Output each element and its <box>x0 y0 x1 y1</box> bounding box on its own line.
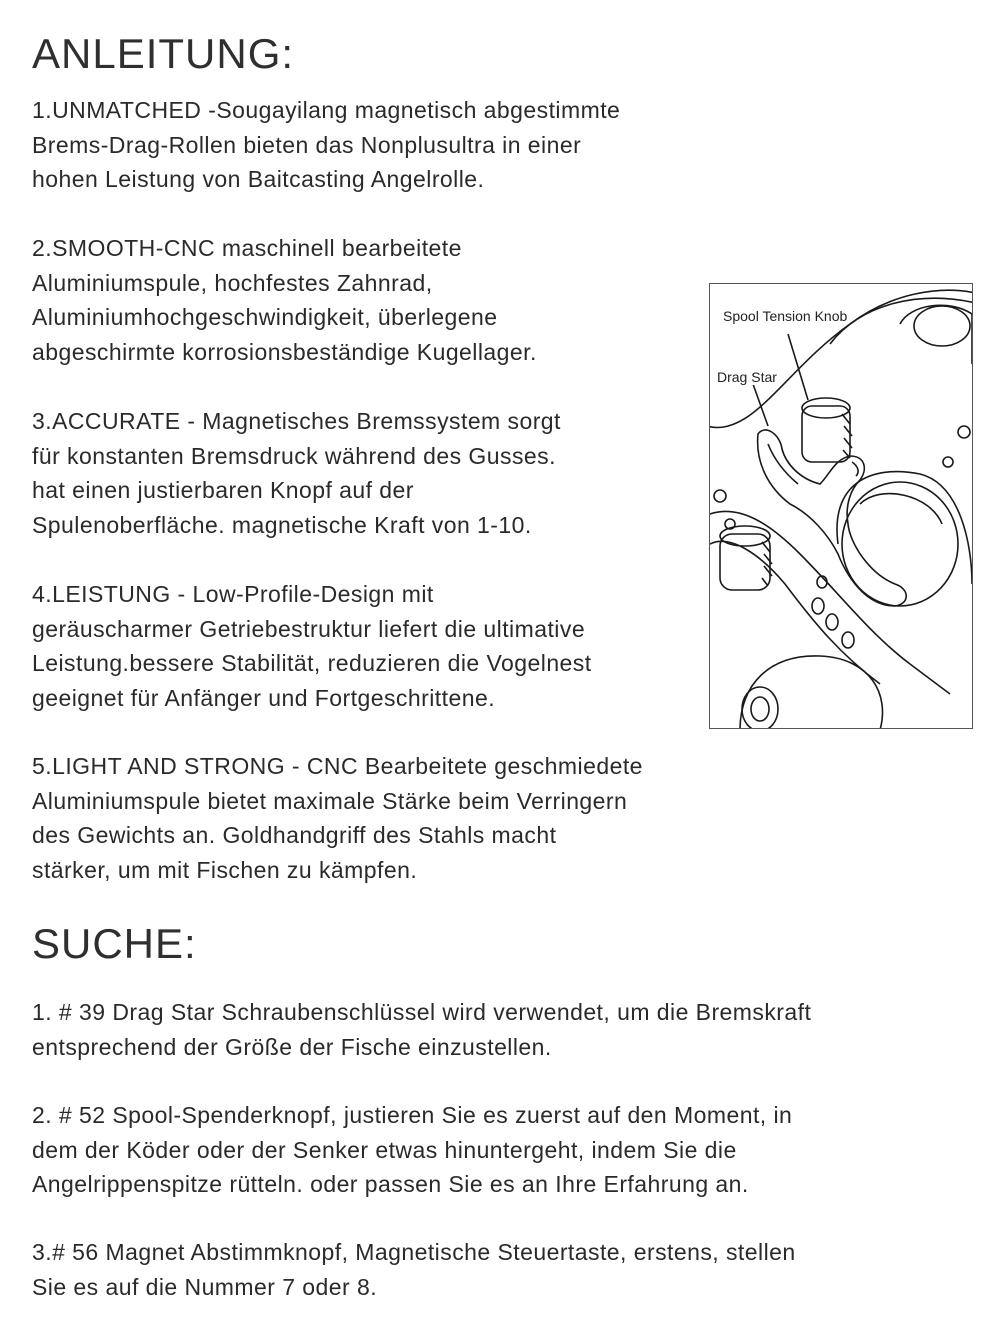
suche-item-3 <box>32 1235 796 1304</box>
anleitung-heading: ANLEITUNG: <box>32 30 295 77</box>
text-line: Spulenoberfläche. magnetische Kraft von 1-10. <box>32 511 532 538</box>
text-line: entsprechend der Größe der Fische einzustellen. <box>32 1033 552 1060</box>
text-line: Sie es auf die Nummer 7 oder 8. <box>32 1273 378 1300</box>
text-line: dem der Köder oder der Senker etwas hinuntergeht, indem Sie die <box>32 1136 737 1163</box>
text-line: hat einen justierbaren Knopf auf der <box>32 477 414 503</box>
text-line: für konstanten Bremsdruck während des Gusses. <box>32 442 556 469</box>
text-line: Aluminiumhochgeschwindigkeit, überlegene <box>32 304 498 330</box>
instruction-item-4 <box>32 577 592 715</box>
text-line: 2. # 52 Spool-Spenderknopf, justieren Sie es zuerst auf den Moment, in <box>32 1102 793 1128</box>
spool-tension-knob-label: Spool Tension Knob <box>723 308 848 324</box>
drag-star-label: Drag Star <box>717 369 777 385</box>
reel-diagram <box>709 283 973 729</box>
instruction-item-2 <box>32 231 537 369</box>
text-line: Aluminiumspule, hochfestes Zahnrad, <box>32 269 433 296</box>
text-line: 2.SMOOTH-CNC maschinell bearbeitete <box>32 235 462 261</box>
text-line: 3.ACCURATE - Magnetisches Bremssystem sorgt <box>32 408 561 434</box>
instruction-item-1 <box>32 93 620 197</box>
text-line: geeignet für Anfänger und Fortgeschrittene. <box>32 684 496 711</box>
text-line: 1. # 39 Drag Star Schraubenschlüssel wird verwendet, um die Bremskraft <box>32 999 812 1025</box>
suche-item-2 <box>32 1098 792 1202</box>
text-line: Brems-Drag-Rollen bieten das Nonplusultra in einer <box>32 131 582 158</box>
text-line: Angelrippenspitze rütteln. oder passen Sie es an Ihre Erfahrung an. <box>32 1171 749 1197</box>
text-line: stärker, um mit Fischen zu kämpfen. <box>32 856 418 883</box>
text-line: 3.# 56 Magnet Abstimmknopf, Magnetische Steuertaste, erstens, stellen <box>32 1239 796 1265</box>
text-line: Leistung.bessere Stabilität, reduzieren die Vogelnest <box>32 650 592 676</box>
text-line: hohen Leistung von Baitcasting Angelrolle. <box>32 166 485 192</box>
instruction-item-3 <box>32 404 561 542</box>
reel-illustration <box>710 284 973 729</box>
text-line: abgeschirmte korrosionsbeständige Kugellager. <box>32 338 537 365</box>
suche-heading: SUCHE: <box>32 920 197 967</box>
text-line: 1.UNMATCHED -Sougayilang magnetisch abgestimmte <box>32 97 621 123</box>
text-line: 5.LIGHT AND STRONG - CNC Bearbeitete geschmiedete <box>32 753 643 779</box>
text-line: Aluminiumspule bietet maximale Stärke beim Verringern <box>32 787 628 814</box>
text-line: des Gewichts an. Goldhandgriff des Stahls macht <box>32 822 557 848</box>
suche-item-1 <box>32 995 811 1064</box>
text-line: geräuscharmer Getriebestruktur liefert die ultimative <box>32 615 586 642</box>
text-line: 4.LEISTUNG - Low-Profile-Design mit <box>32 581 434 607</box>
instruction-item-5 <box>32 749 643 887</box>
